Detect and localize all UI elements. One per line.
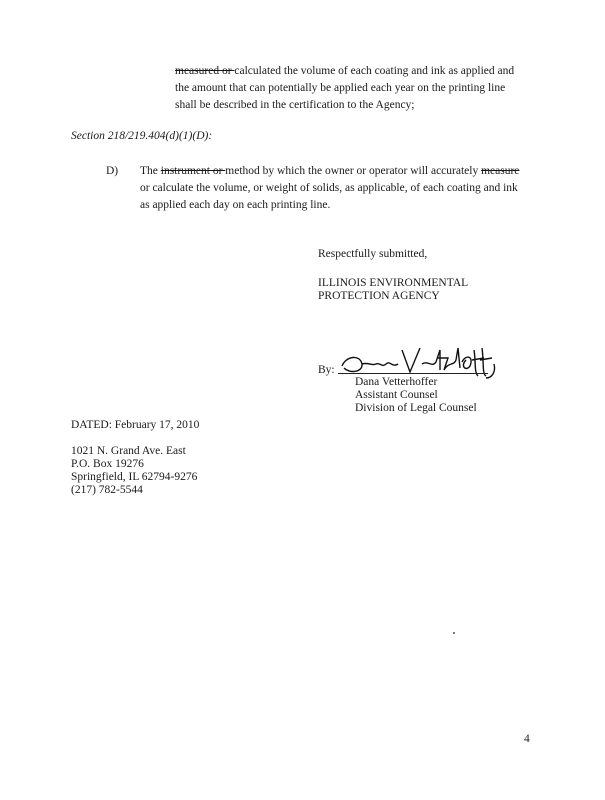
address-line1: 1021 N. Grand Ave. East: [71, 445, 186, 457]
signer-name: Dana Vetterhoffer: [355, 376, 438, 388]
paragraph-d-seg3: method by which the owner or operator will accurately: [225, 165, 482, 177]
scan-speck: [453, 632, 455, 634]
section-heading: Section 218/219.404(d)(1)(D):: [71, 130, 213, 142]
agency-name: [318, 277, 468, 303]
by-label: By:: [318, 364, 335, 376]
struck-text: instrument or: [160, 165, 226, 177]
address-block: [71, 445, 197, 497]
signer-division: Division of Legal Counsel: [355, 402, 477, 414]
struck-text: measure: [481, 165, 520, 177]
paragraph-d-label: D): [106, 165, 119, 177]
signer-title: Assistant Counsel: [355, 389, 438, 401]
paragraph-d-line2: or calculate the volume, or weight of solids, as applicable, of each coating and ink: [140, 182, 518, 194]
address-line2: P.O. Box 19276: [71, 458, 144, 470]
paragraph-a-line1: calculated the volume of each coating and ink as applied and: [234, 65, 515, 77]
address-line4: (217) 782-5544: [71, 484, 143, 496]
paragraph-a-line2: the amount that can potentially be applied each year on the printing line: [175, 82, 506, 94]
paragraph-d-line3: as applied each day on each printing line.: [140, 199, 331, 211]
agency-line1: ILLINOIS ENVIRONMENTAL: [318, 277, 469, 289]
signer-block: [355, 376, 477, 415]
page-number: 4: [524, 733, 530, 745]
agency-line2: PROTECTION AGENCY: [318, 290, 440, 302]
respectfully-submitted: Respectfully submitted,: [318, 248, 428, 260]
paragraph-d: [140, 163, 540, 214]
paragraph-a-line3: shall be described in the certification to the Agency;: [175, 99, 415, 111]
address-line3: Springfield, IL 62794-9276: [71, 471, 198, 483]
dated-line: DATED: February 17, 2010: [71, 419, 200, 431]
struck-text: measured or: [175, 65, 235, 77]
paragraph-a: [175, 63, 535, 114]
paragraph-d-seg1: The: [140, 165, 161, 177]
signature-line: [338, 373, 488, 374]
